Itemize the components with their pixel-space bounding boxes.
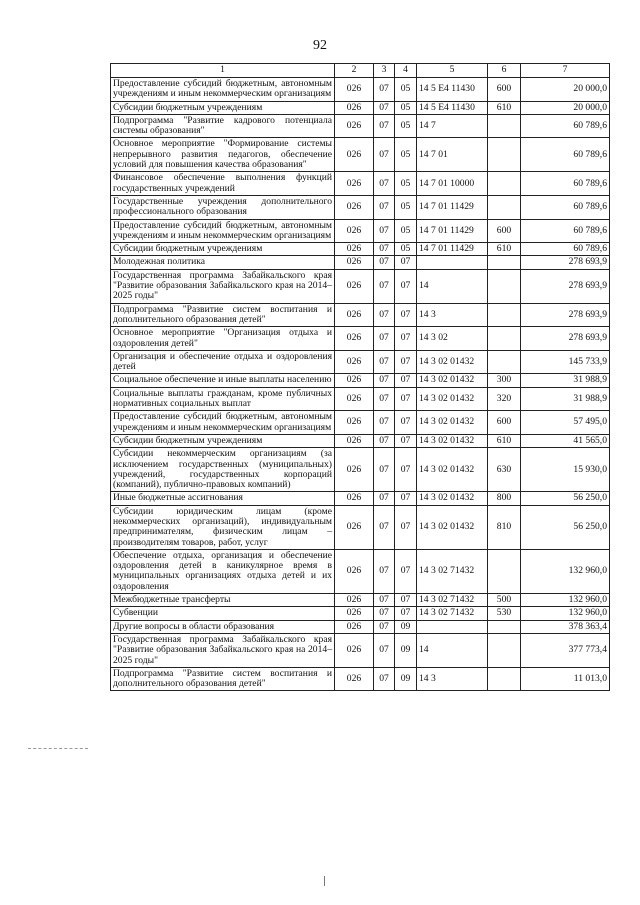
cell-subsection-code: 07 [395, 256, 417, 269]
cell-subsection-code: 07 [395, 607, 417, 620]
cell-target-article-code: 14 3 [417, 303, 488, 327]
cell-ministry-code: 026 [335, 549, 374, 593]
cell-section-code: 07 [374, 114, 395, 138]
cell-amount: 56 250,0 [521, 505, 610, 549]
cell-amount: 60 789,6 [521, 243, 610, 256]
cell-ministry-code: 026 [335, 374, 374, 387]
cell-target-article-code: 14 7 01 11429 [417, 195, 488, 219]
cell-subsection-code: 07 [395, 448, 417, 492]
cell-section-code: 07 [374, 243, 395, 256]
table-row [111, 434, 610, 447]
page-number: 92 [313, 38, 327, 53]
table-row [111, 78, 610, 102]
cell-item-name: Межбюджетные трансферты [111, 594, 335, 607]
cell-section-code: 07 [374, 411, 395, 435]
cell-amount: 377 773,4 [521, 633, 610, 667]
cell-ministry-code: 026 [335, 434, 374, 447]
cell-ministry-code: 026 [335, 667, 374, 691]
header-cell: 3 [374, 64, 395, 78]
cell-item-name: Предоставление субсидий бюджетным, автономным учреждениям и иным некоммерческим организациям [111, 411, 335, 435]
cell-ministry-code: 026 [335, 78, 374, 102]
cell-section-code: 07 [374, 138, 395, 172]
cell-amount: 60 789,6 [521, 172, 610, 196]
cell-amount: 15 930,0 [521, 448, 610, 492]
cell-item-name: Социальные выплаты гражданам, кроме публичных нормативных социальных выплат [111, 387, 335, 411]
cell-amount: 11 013,0 [521, 667, 610, 691]
cell-amount: 378 363,4 [521, 620, 610, 633]
cell-ministry-code: 026 [335, 219, 374, 243]
table-row [111, 219, 610, 243]
cell-ministry-code: 026 [335, 269, 374, 303]
table-row [111, 633, 610, 667]
cell-expense-type-code: 610 [488, 434, 521, 447]
cell-ministry-code: 026 [335, 138, 374, 172]
cell-amount: 278 693,9 [521, 303, 610, 327]
cell-subsection-code: 05 [395, 195, 417, 219]
cell-subsection-code: 05 [395, 101, 417, 114]
header-row [111, 64, 610, 78]
cell-amount: 132 960,0 [521, 607, 610, 620]
header-cell: 7 [521, 64, 610, 78]
table-row [111, 195, 610, 219]
table-row [111, 505, 610, 549]
table-row [111, 327, 610, 351]
cell-item-name: Иные бюджетные ассигнования [111, 492, 335, 505]
cell-expense-type-code: 800 [488, 492, 521, 505]
cell-target-article-code: 14 [417, 269, 488, 303]
cell-section-code: 07 [374, 303, 395, 327]
cell-target-article-code: 14 3 02 01432 [417, 387, 488, 411]
cell-section-code: 07 [374, 492, 395, 505]
cell-target-article-code: 14 3 [417, 667, 488, 691]
table-row [111, 667, 610, 691]
cell-item-name: Предоставление субсидий бюджетным, автономным учреждениям и иным некоммерческим организациям [111, 78, 335, 102]
cell-ministry-code: 026 [335, 411, 374, 435]
cell-ministry-code: 026 [335, 387, 374, 411]
cell-target-article-code: 14 [417, 633, 488, 667]
table-row [111, 350, 610, 374]
table-row [111, 172, 610, 196]
cell-section-code: 07 [374, 387, 395, 411]
cell-subsection-code: 07 [395, 303, 417, 327]
cell-target-article-code [417, 620, 488, 633]
cell-section-code: 07 [374, 620, 395, 633]
cell-subsection-code: 07 [395, 594, 417, 607]
cell-item-name: Государственные учреждения дополнительного профессионального образования [111, 195, 335, 219]
cell-section-code: 07 [374, 633, 395, 667]
cell-expense-type-code: 600 [488, 219, 521, 243]
cell-subsection-code: 05 [395, 78, 417, 102]
table-row [111, 492, 610, 505]
cell-item-name: Предоставление субсидий бюджетным, автономным учреждениям и иным некоммерческим организациям [111, 219, 335, 243]
cell-section-code: 07 [374, 549, 395, 593]
cell-ministry-code: 026 [335, 256, 374, 269]
cell-ministry-code: 026 [335, 101, 374, 114]
cell-expense-type-code [488, 633, 521, 667]
cell-target-article-code: 14 3 02 01432 [417, 411, 488, 435]
cell-expense-type-code: 530 [488, 607, 521, 620]
cell-subsection-code: 07 [395, 549, 417, 593]
cell-subsection-code: 09 [395, 667, 417, 691]
cell-section-code: 07 [374, 374, 395, 387]
cell-section-code: 07 [374, 607, 395, 620]
cell-ministry-code: 026 [335, 350, 374, 374]
table-row [111, 448, 610, 492]
table-row [111, 387, 610, 411]
cell-amount: 60 789,6 [521, 138, 610, 172]
cell-expense-type-code: 610 [488, 243, 521, 256]
cell-target-article-code: 14 3 02 01432 [417, 350, 488, 374]
cell-expense-type-code [488, 269, 521, 303]
table-row [111, 138, 610, 172]
cell-amount: 20 000,0 [521, 101, 610, 114]
cell-item-name: Другие вопросы в области образования [111, 620, 335, 633]
cell-amount: 60 789,6 [521, 114, 610, 138]
cell-item-name: Подпрограмма "Развитие систем воспитания и дополнительного образования детей" [111, 667, 335, 691]
cell-section-code: 07 [374, 256, 395, 269]
cell-section-code: 07 [374, 594, 395, 607]
cell-ministry-code: 026 [335, 114, 374, 138]
table-row [111, 269, 610, 303]
cell-item-name: Основное мероприятие "Организация отдыха и оздоровления детей" [111, 327, 335, 351]
cell-ministry-code: 026 [335, 303, 374, 327]
cell-subsection-code: 09 [395, 633, 417, 667]
cell-section-code: 07 [374, 667, 395, 691]
cell-ministry-code: 026 [335, 594, 374, 607]
cell-ministry-code: 026 [335, 505, 374, 549]
cell-expense-type-code [488, 172, 521, 196]
cell-item-name: Подпрограмма "Развитие кадрового потенциала системы образования" [111, 114, 335, 138]
cell-item-name: Субсидии бюджетным учреждениям [111, 243, 335, 256]
cell-item-name: Субсидии бюджетным учреждениям [111, 101, 335, 114]
table-row [111, 620, 610, 633]
cell-target-article-code: 14 7 01 [417, 138, 488, 172]
cell-ministry-code: 026 [335, 327, 374, 351]
cell-expense-type-code [488, 303, 521, 327]
cell-target-article-code: 14 3 02 01432 [417, 492, 488, 505]
cell-section-code: 07 [374, 327, 395, 351]
cell-subsection-code: 05 [395, 243, 417, 256]
cell-section-code: 07 [374, 195, 395, 219]
cell-ministry-code: 026 [335, 607, 374, 620]
cell-expense-type-code [488, 620, 521, 633]
cell-expense-type-code [488, 350, 521, 374]
cell-amount: 41 565,0 [521, 434, 610, 447]
cell-expense-type-code [488, 667, 521, 691]
cell-expense-type-code [488, 114, 521, 138]
cell-expense-type-code: 630 [488, 448, 521, 492]
budget-table [110, 63, 610, 691]
table-row [111, 607, 610, 620]
table-row [111, 114, 610, 138]
cell-subsection-code: 07 [395, 434, 417, 447]
cell-target-article-code: 14 3 02 01432 [417, 434, 488, 447]
cell-target-article-code: 14 3 02 01432 [417, 374, 488, 387]
cell-subsection-code: 09 [395, 620, 417, 633]
cell-section-code: 07 [374, 434, 395, 447]
cell-expense-type-code: 320 [488, 387, 521, 411]
cell-item-name: Молодежная политика [111, 256, 335, 269]
cell-item-name: Государственная программа Забайкальского края "Развитие образования Забайкальского края на 2014–2025 годы" [111, 269, 335, 303]
cell-subsection-code: 07 [395, 327, 417, 351]
cell-amount: 145 733,9 [521, 350, 610, 374]
cell-subsection-code: 05 [395, 219, 417, 243]
cell-target-article-code: 14 3 02 71432 [417, 594, 488, 607]
cell-target-article-code: 14 3 02 01432 [417, 505, 488, 549]
cell-target-article-code [417, 256, 488, 269]
cell-section-code: 07 [374, 350, 395, 374]
cell-item-name: Социальное обеспечение и иные выплаты населению [111, 374, 335, 387]
header-cell: 6 [488, 64, 521, 78]
cell-expense-type-code: 810 [488, 505, 521, 549]
cell-target-article-code: 14 7 01 11429 [417, 219, 488, 243]
cell-amount: 31 988,9 [521, 387, 610, 411]
cell-target-article-code: 14 7 01 10000 [417, 172, 488, 196]
table-row [111, 594, 610, 607]
cell-ministry-code: 026 [335, 195, 374, 219]
cell-amount: 278 693,9 [521, 327, 610, 351]
cell-amount: 132 960,0 [521, 549, 610, 593]
cell-target-article-code: 14 5 E4 11430 [417, 78, 488, 102]
cell-target-article-code: 14 3 02 01432 [417, 448, 488, 492]
cell-expense-type-code [488, 138, 521, 172]
cell-ministry-code: 026 [335, 620, 374, 633]
cell-subsection-code: 07 [395, 492, 417, 505]
margin-mark [28, 748, 88, 749]
table-row [111, 549, 610, 593]
cell-section-code: 07 [374, 219, 395, 243]
cell-expense-type-code: 610 [488, 101, 521, 114]
cell-item-name: Организация и обеспечение отдыха и оздоровления детей [111, 350, 335, 374]
cell-ministry-code: 026 [335, 243, 374, 256]
cell-expense-type-code: 300 [488, 374, 521, 387]
cell-section-code: 07 [374, 269, 395, 303]
table-row [111, 411, 610, 435]
cell-ministry-code: 026 [335, 633, 374, 667]
cell-ministry-code: 026 [335, 448, 374, 492]
cell-target-article-code: 14 5 E4 11430 [417, 101, 488, 114]
cell-amount: 278 693,9 [521, 256, 610, 269]
header-cell: 5 [417, 64, 488, 78]
header-cell: 1 [111, 64, 335, 78]
cell-item-name: Подпрограмма "Развитие систем воспитания и дополнительного образования детей" [111, 303, 335, 327]
table-row [111, 256, 610, 269]
cell-section-code: 07 [374, 101, 395, 114]
table-row [111, 101, 610, 114]
cell-target-article-code: 14 3 02 [417, 327, 488, 351]
header-cell: 4 [395, 64, 417, 78]
cell-expense-type-code: 600 [488, 411, 521, 435]
cell-section-code: 07 [374, 172, 395, 196]
cell-amount: 132 960,0 [521, 594, 610, 607]
cell-expense-type-code: 600 [488, 78, 521, 102]
cell-subsection-code: 07 [395, 387, 417, 411]
cell-ministry-code: 026 [335, 172, 374, 196]
cell-expense-type-code: 500 [488, 594, 521, 607]
table-row [111, 243, 610, 256]
cell-item-name: Основное мероприятие "Формирование системы непрерывного развития педагогов, обеспечение условий для повышения качества образования" [111, 138, 335, 172]
cell-target-article-code: 14 7 [417, 114, 488, 138]
cell-item-name: Финансовое обеспечение выполнения функций государственных учреждений [111, 172, 335, 196]
cell-item-name: Субсидии юридическим лицам (кроме некоммерческих организаций), индивидуальным предпринимателям, физическим лицам – производителям товаров, работ, услуг [111, 505, 335, 549]
cell-amount: 278 693,9 [521, 269, 610, 303]
cell-amount: 31 988,9 [521, 374, 610, 387]
cell-amount: 60 789,6 [521, 195, 610, 219]
cell-item-name: Субвенции [111, 607, 335, 620]
cell-target-article-code: 14 3 02 71432 [417, 549, 488, 593]
cell-item-name: Государственная программа Забайкальского края "Развитие образования Забайкальского края на 2014–2025 годы" [111, 633, 335, 667]
cell-subsection-code: 07 [395, 411, 417, 435]
cell-ministry-code: 026 [335, 492, 374, 505]
header-cell: 2 [335, 64, 374, 78]
cell-amount: 60 789,6 [521, 219, 610, 243]
cell-item-name: Обеспечение отдыха, организация и обеспечение оздоровления детей в каникулярное время в муниципальных организациях отдыха детей и их оздоровления [111, 549, 335, 593]
cell-subsection-code: 07 [395, 269, 417, 303]
table-row [111, 374, 610, 387]
cell-subsection-code: 05 [395, 172, 417, 196]
cell-subsection-code: 07 [395, 350, 417, 374]
cell-item-name: Субсидии бюджетным учреждениям [111, 434, 335, 447]
cell-target-article-code: 14 7 01 11429 [417, 243, 488, 256]
cell-amount: 20 000,0 [521, 78, 610, 102]
cell-subsection-code: 05 [395, 138, 417, 172]
cell-item-name: Субсидии некоммерческим организациям (за исключением государственных (муниципальных) учреждений, государственных корпораций (компаний), публично-правовых компаний) [111, 448, 335, 492]
cell-subsection-code: 07 [395, 505, 417, 549]
table-row [111, 303, 610, 327]
footer-mark [324, 876, 325, 886]
cell-subsection-code: 05 [395, 114, 417, 138]
cell-amount: 56 250,0 [521, 492, 610, 505]
cell-section-code: 07 [374, 78, 395, 102]
cell-expense-type-code [488, 195, 521, 219]
cell-amount: 57 495,0 [521, 411, 610, 435]
cell-section-code: 07 [374, 505, 395, 549]
cell-section-code: 07 [374, 448, 395, 492]
cell-expense-type-code [488, 256, 521, 269]
cell-subsection-code: 07 [395, 374, 417, 387]
cell-expense-type-code [488, 327, 521, 351]
cell-target-article-code: 14 3 02 71432 [417, 607, 488, 620]
cell-expense-type-code [488, 549, 521, 593]
